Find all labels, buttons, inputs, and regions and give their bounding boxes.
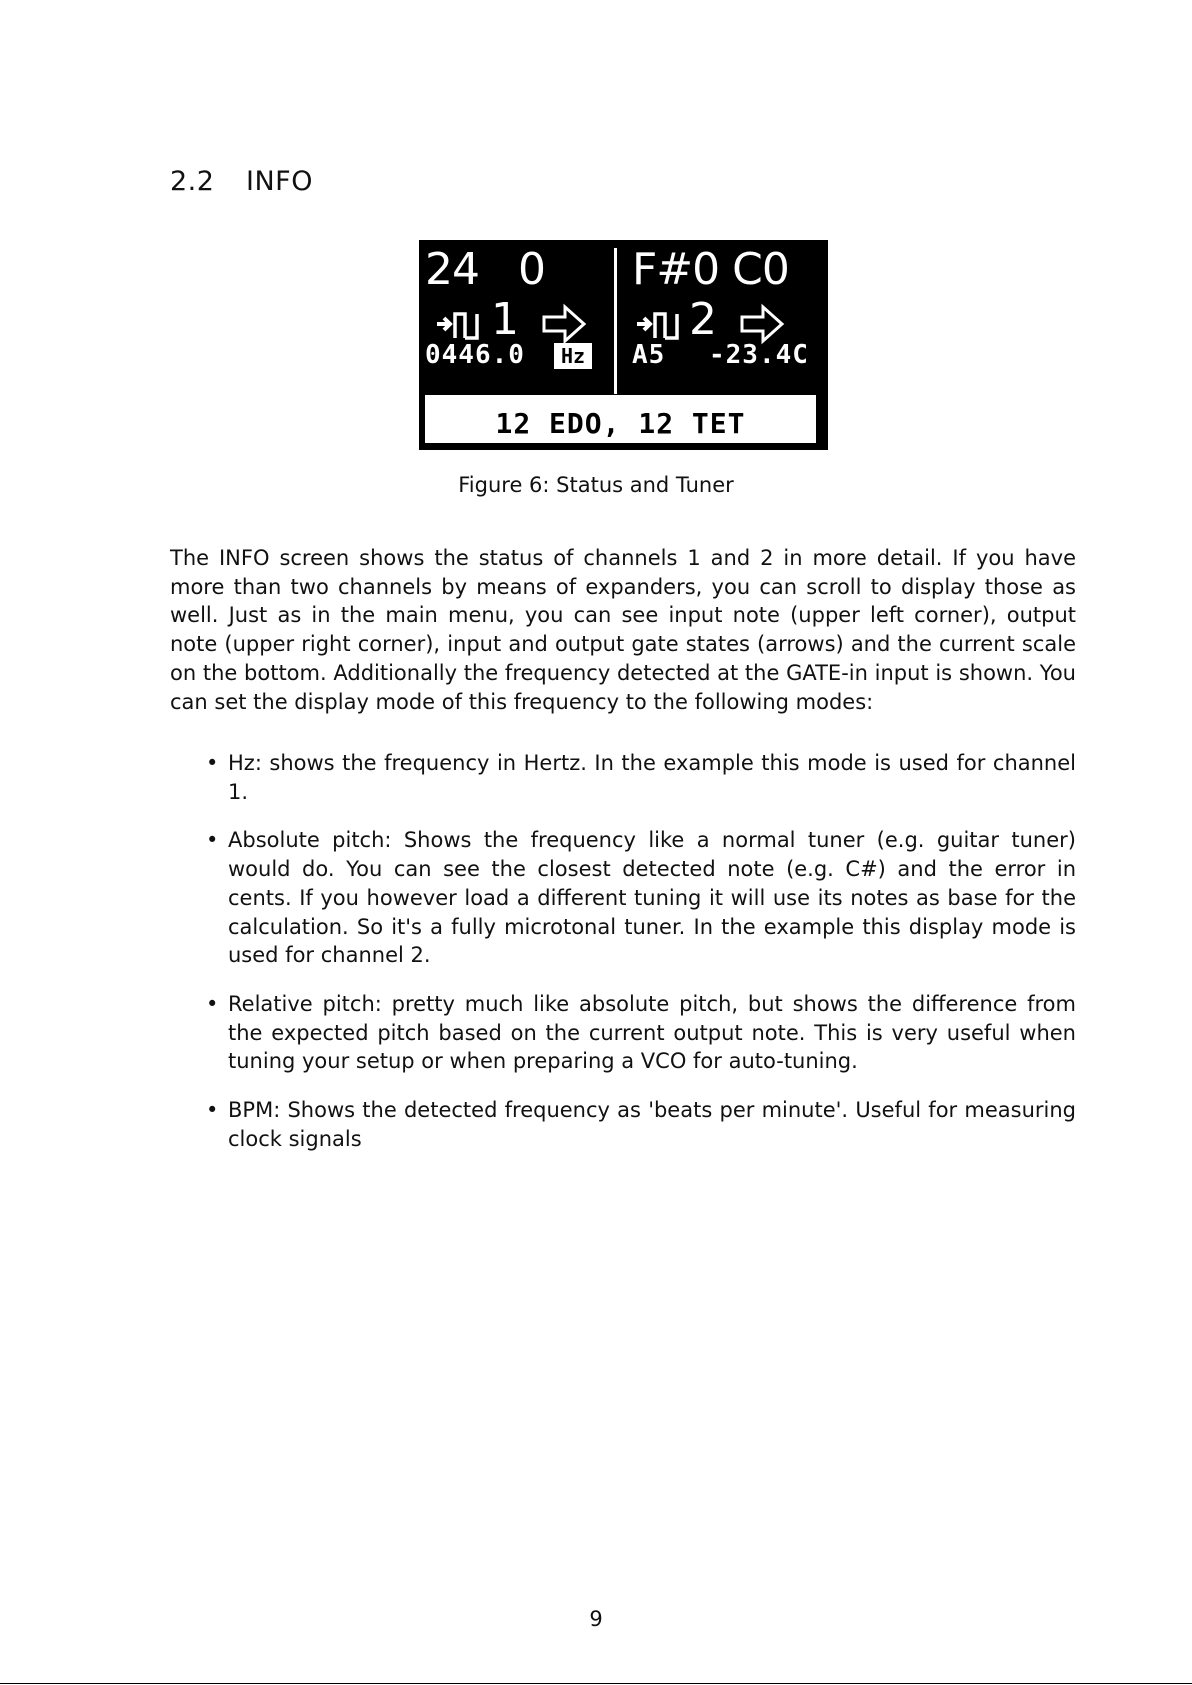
channel-2-label: 2 xyxy=(689,294,717,345)
bullet-icon: • xyxy=(206,751,219,775)
section-number: 2.2 xyxy=(170,166,215,197)
bullet-icon: • xyxy=(206,1098,219,1123)
tuner-cents-readout: -23.4C xyxy=(709,340,809,370)
input-note-readout: 24 0 xyxy=(425,244,545,295)
hz-mode-badge: Hz xyxy=(554,343,592,369)
bottom-rule xyxy=(0,1683,1192,1684)
list-item: • Hz: shows the frequency in Hertz. In the example this mode is used for channel 1. xyxy=(206,751,1076,804)
list-item: • Absolute pitch: Shows the frequency like a normal tuner (e.g. guitar tuner) would do. You can see the closest detected note (e.g. C#) and the error in cents. If you however load a different tuning it will use its notes as base for the calculation. So it's a fully microtonal tuner. In the example this display mode is used for channel 2. xyxy=(206,828,1076,968)
list-item: • BPM: Shows the detected frequency as 'beats per minute'. Useful for measuring clock signals xyxy=(206,1098,1076,1151)
device-screen-figure xyxy=(419,240,828,450)
section-heading xyxy=(170,166,313,197)
frequency-readout: 0446.0 xyxy=(425,340,525,370)
section-title: INFO xyxy=(246,166,313,197)
list-item: • Relative pitch: pretty much like absolute pitch, but shows the difference from the expected pitch based on the current output note. This is very useful when tuning your setup or when preparing a VCO for auto-tuning. xyxy=(206,991,1076,1074)
figure-caption: Figure 6: Status and Tuner xyxy=(458,473,734,497)
page-number: 9 xyxy=(589,1607,603,1631)
channel-1-label: 1 xyxy=(491,294,519,345)
tuner-note-readout: A5 xyxy=(632,340,666,370)
output-note-readout: F#0 C0 xyxy=(632,244,789,295)
gate-out-arrow-icon xyxy=(541,302,587,346)
body-paragraph: The INFO screen shows the status of channels 1 and 2 in more detail. If you have more than two channels by means of expanders, you can scroll to display those as well. Just as in the main menu, you can see input note (upper left corner), output note (upper right corner), input and output gate states (arrows) and the current scale on the bottom. Additionally the frequency detected at the GATE-in input is shown. You can set the display mode of this frequency to the following modes: xyxy=(170,546,1076,714)
screen-divider xyxy=(614,248,617,394)
mode-list xyxy=(170,749,1076,1173)
bullet-icon: • xyxy=(206,828,219,853)
bullet-icon: • xyxy=(206,991,219,1016)
scale-bar: 12 EDO, 12 TET xyxy=(425,395,816,443)
